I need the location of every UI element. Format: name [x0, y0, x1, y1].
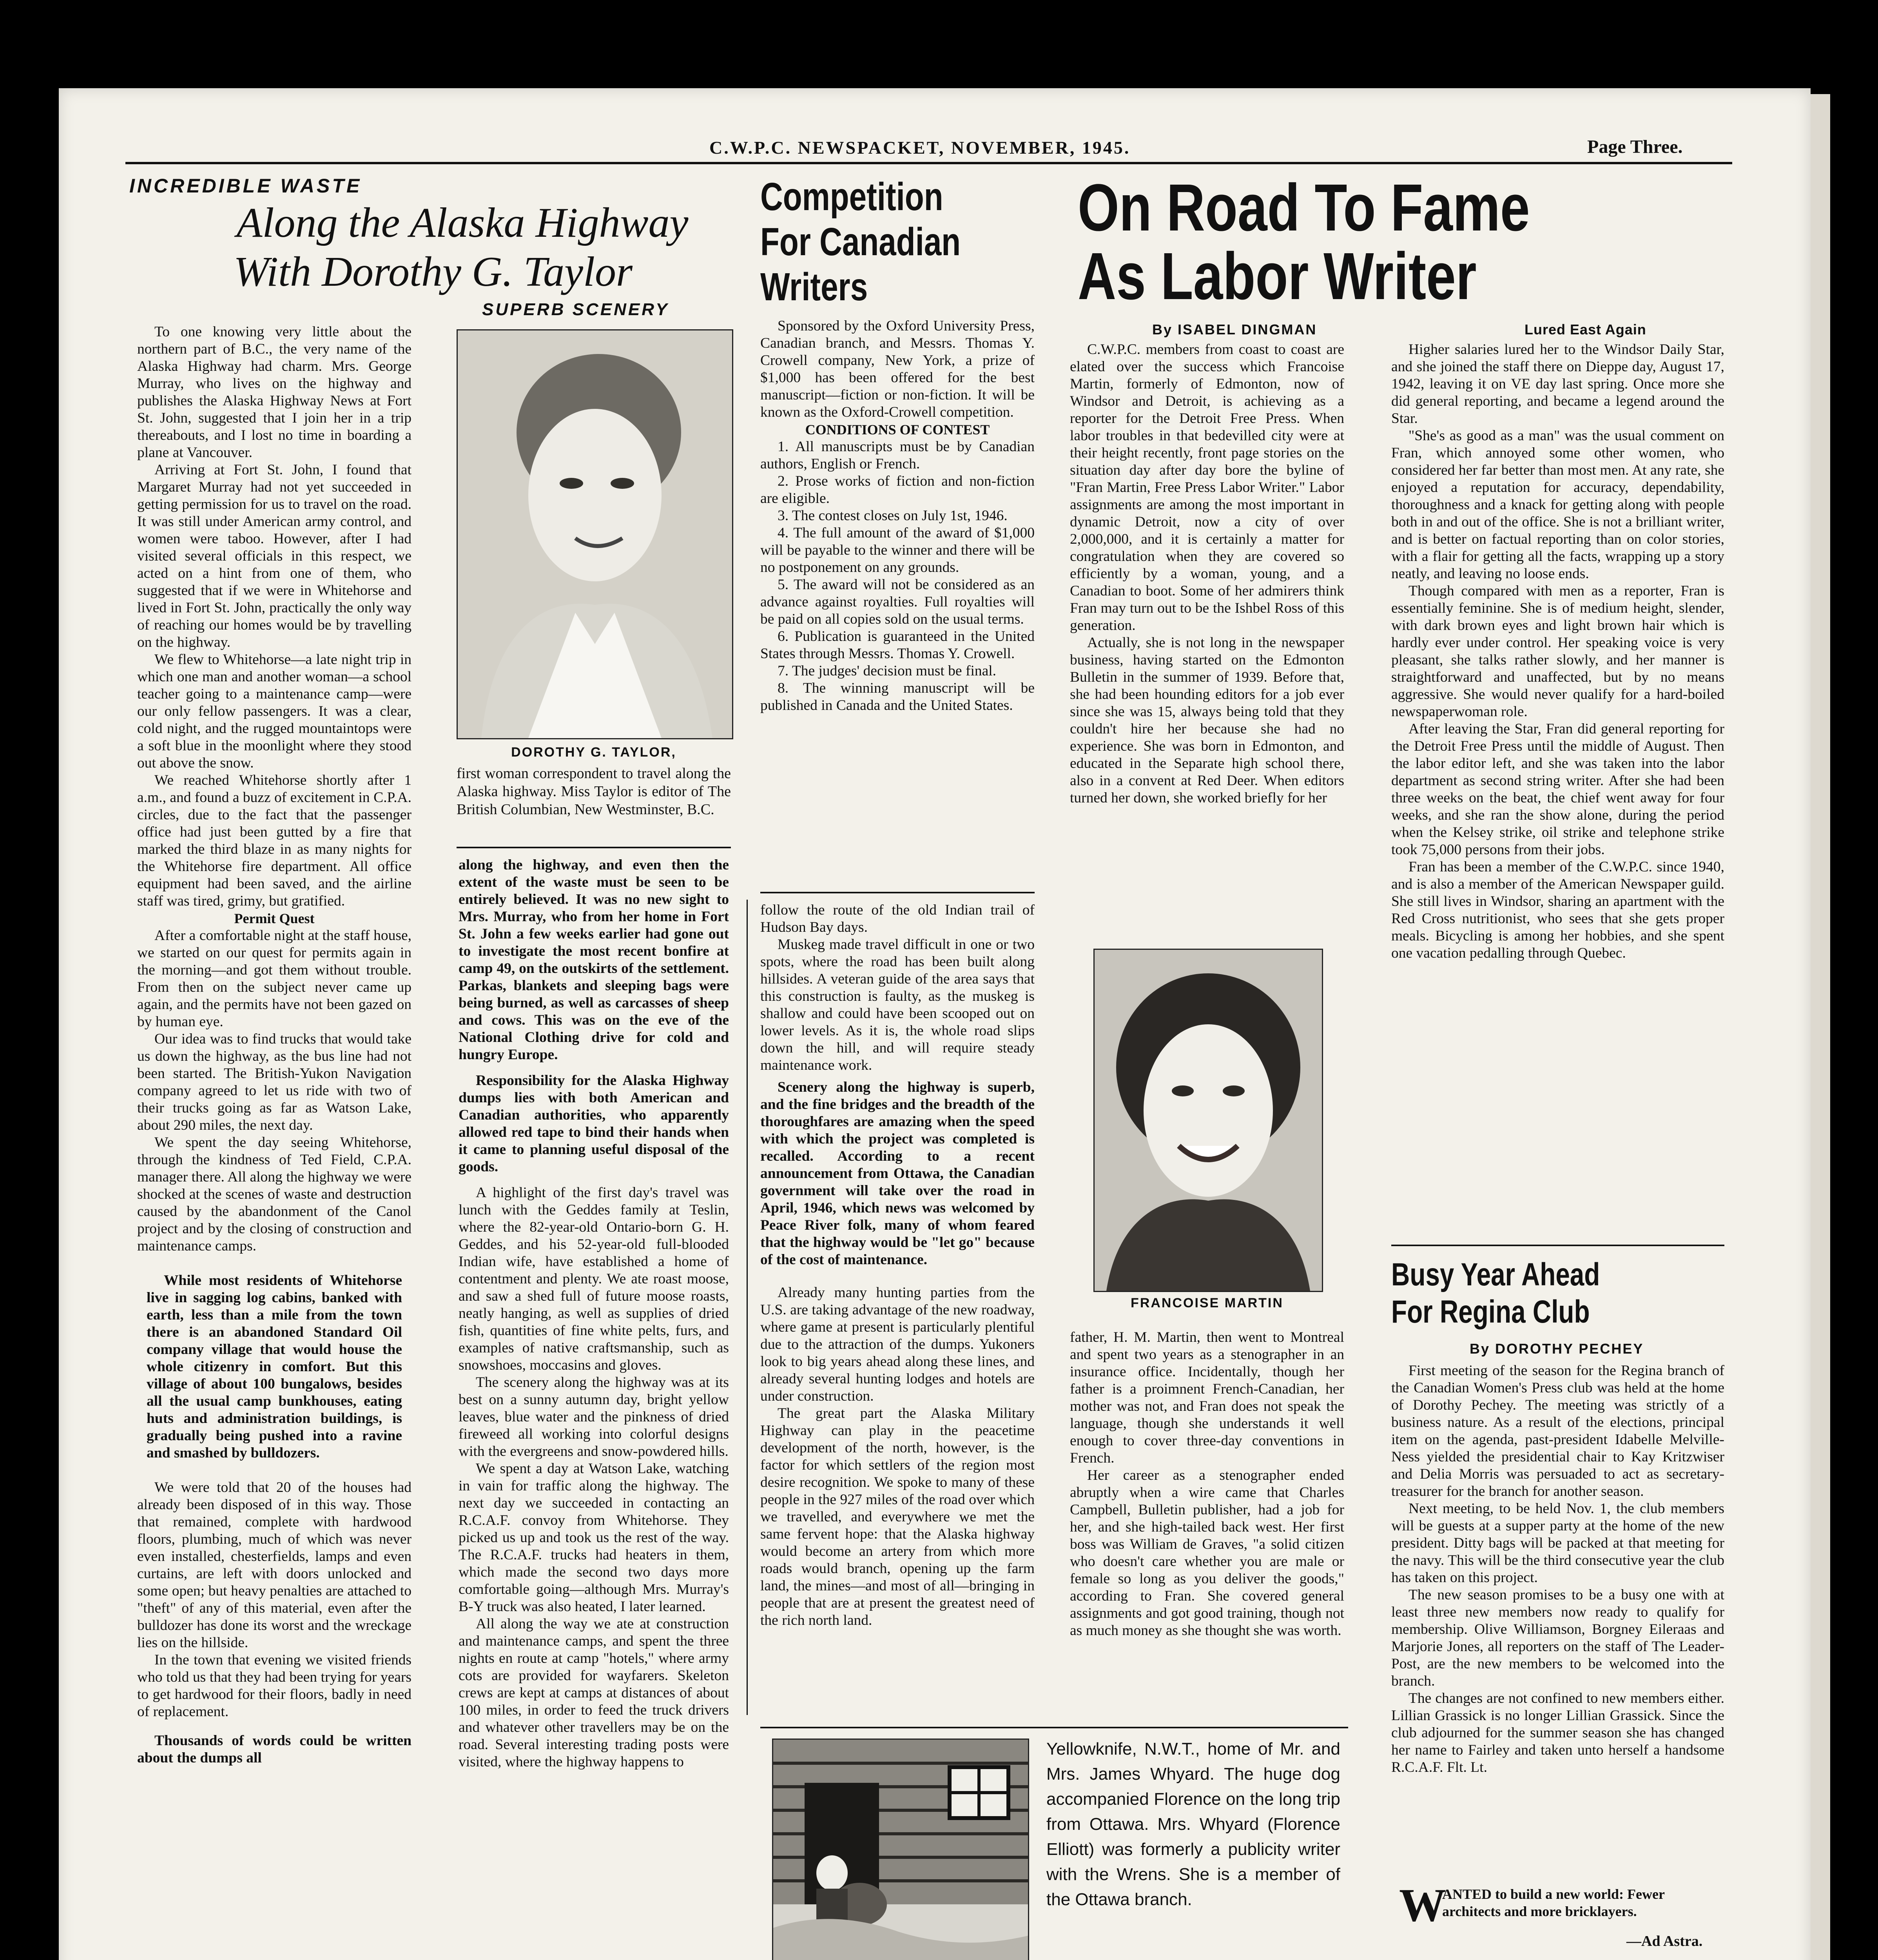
alaska-column-2	[459, 857, 729, 1960]
yellowknife-caption: Yellowknife, N.W.T., home of Mr. and Mrs. James Whyard. The huge dog accompanied Florence on the long trip from Ottawa. Mrs. Whyard (Florence Elliott) was formerly a publicity writer with the Wrens. She is a member of the Ottawa branch.	[1046, 1739, 1340, 1909]
subhead-permit-quest: Permit Quest	[234, 911, 315, 926]
photo-francoise-martin	[1093, 949, 1323, 1292]
alaska-column-1	[137, 323, 411, 1960]
paragraph: Her career as a stenographer ended abruptly when a wire came that Charles Campbell, Bulletin publisher, had a job for her, and she high-tailed back west. Her first boss was William de Graves, "a solid citizen who doesn't care whether you are male or female so long as you deliver the goods," according to Fran. She covered general assignments and got good training, though not as much money as she thought she was worth.	[1070, 1467, 1344, 1639]
competition-headline-line2: For Canadian	[760, 220, 961, 264]
subhead-conditions: CONDITIONS OF CONTEST	[805, 422, 990, 437]
paragraph: Higher salaries lured her to the Windsor Daily Star, and she joined the staff there on Dieppe day, August 17, 1942, leaving it on VE day last spring. Once more she did general reporting, and became a legend around the Star.	[1391, 341, 1724, 426]
paragraph: All along the way we ate at construction and maintenance camps, and spent the three nights en route at camp "hotels," where army cots are provided for wayfarers. Skeleton crews are kept at camps at distances of about 100 miles, in order to feed the truck drivers and whatever other travellers may be on the road. Several interesting trading posts were visited, where the highway happens to	[459, 1616, 729, 1770]
paragraph: The scenery along the highway was at its best on a sunny autumn day, bright yellow leaves, blue water and the pinkness of dried fireweed all working into colorful designs with the evergreens and snow-powdered hills.	[459, 1374, 729, 1459]
bold-paragraph: Scenery along the highway is superb, and the fine bridges and the breadth of the thoroughfares are amazing when the speed with which the project was completed is recalled. According to a recent announcement from Ottawa, the Canadian government will take over the road in April, 1946, which news was welcomed by Peace River folk, many of whom feared that the highway would be "let go" because of the cost of maintenance.	[760, 1079, 1035, 1268]
paragraph: We reached Whitehorse shortly after 1 a.m., and found a buzz of excitement in C.P.A. circles, due to the fact that the passenger office had just been gutted by a fire that marked the third blaze in as many nights for the Whitehorse fire department. All office equipment had been saved, and the airline staff was tired, grimy, but gratified.	[137, 772, 411, 909]
sub-superb-scenery: SUPERB SCENERY	[482, 300, 669, 319]
rule-item: 3. The contest closes on July 1st, 1946.	[778, 508, 1008, 524]
paragraph: "She's as good as a man" was the usual comment on Fran, which annoyed some other women, who considered her far better than most men. At any rate, she enjoyed a reputation for accuracy, dependability, thoroughness and a knack for getting along with people both in and out of the office. She is not a brilliant writer, and is better on factual reporting than on color stories, with a flair for getting all the facts, wrapping up a story neatly, and leaving no loose ends.	[1391, 428, 1724, 582]
paragraph: Fran has been a member of the C.W.P.C. since 1940, and is also a member of the American Newspaper guild. She still lives in Windsor, sharing an apartment with the Red Cross nutritionist, who sees that she gets proper meals. Bicycling is among her hobbies, and she spent one vacation pedalling through Quebec.	[1391, 859, 1724, 961]
paragraph: The changes are not confined to new members either. Lillian Grassick is no longer Lillian Grassick. Since the club adjourned for the summer season she has changed her name to Fairley and taken unto herself a handsome R.C.A.F. Flt. Lt.	[1391, 1690, 1724, 1775]
paragraph: A highlight of the first day's travel was lunch with the Geddes family at Teslin, where the 82-year-old Ontario-born G. H. Geddes, and his 52-year-old full-blooded Indian wife, have established a home of contentment and plenty. We ate roast moose, and saw a shed full of future moose roasts, neatly hanging, as well as supplies of dried fish, quantities of fine white pelts, furs, and examples of native craftsmanship, such as snowshoes, moccasins and gloves.	[459, 1185, 729, 1373]
rule-item: 1. All manuscripts must be by Canadian authors, English or French.	[760, 439, 1035, 472]
newspaper-page	[59, 88, 1811, 1960]
paragraph: Though compared with men as a reporter, Fran is essentially feminine. She is of medium height, slender, with dark brown eyes and light brown hair which is hardly ever under control. Her speaking voice is very pleasant, she talks rather slowly, and her manner is straightforward and unaffected, but by no means aggressive. She would never qualify for a hard-boiled newspaperwoman role.	[1391, 583, 1724, 720]
column-rule-vertical	[747, 900, 748, 1715]
regina-top-rule	[1391, 1245, 1724, 1246]
paragraph: Already many hunting parties from the U.S. are taking advantage of the new roadway, where game at present is particularly plentiful due to the attraction of the dumps. Yukoners look to big years ahead along these lines, and already several hunting lodges and hotels are under construction.	[760, 1285, 1035, 1404]
paragraph: Actually, she is not long in the newspaper business, having started on the Edmonton Bulletin in the summer of 1939. Before that, she had been hounding editors for a job ever since she was 15, always being told that they couldn't hire her because she had no experience. She was born in Edmonton, and educated in the Separate high school there, also in a convent at Red Deer. When editors turned her down, she worked briefly for her	[1070, 635, 1344, 806]
photo-dorothy-taylor	[457, 329, 733, 739]
paragraph: After a comfortable night at the staff house, we started on our quest for permits again in the morning—and got them without trouble. From then on the subject never came up again, and the permits have not been gazed on by human eye.	[137, 927, 411, 1030]
paragraph: Arriving at Fort St. John, I found that Margaret Murray had not yet succeeded in getting permission for us to travel on the road. It was still under American army control, and women were taboo. However, after I had visited several officials in this respect, we acted on a hint from one of them, who suggested that if we were in Whitehorse and lived in Fort St. John, practically the only way of reaching our homes would be by travelling on the highway.	[137, 462, 411, 650]
rule-item: 8. The winning manuscript will be published in Canada and the United States.	[760, 680, 1035, 713]
caption-dorothy-taylor: DOROTHY G. TAYLOR,	[511, 745, 676, 760]
paragraph: To one knowing very little about the northern part of B.C., the very name of the Alaska Highway had charm. Mrs. George Murray, who lives on the highway and publishes the Alaska Highway News at Fort St. John, suggested that I join her in a trip thereabouts, and I lost no time in boarding a plane at Vancouver.	[137, 324, 411, 461]
bold-paragraph: Responsibility for the Alaska Highway dumps lies with both American and Canadian authorities, who apparently allowed red tape to bind their hands when it came to planning useful disposal of the goods.	[459, 1073, 729, 1175]
paragraph: We were told that 20 of the houses had already been disposed of in this way. Those that remained, complete with hardwood floors, plumbing, much of which was never even installed, chesterfields, lamps and even curtains, are left with doors unlocked and some open; but heavy penalties are attached to "theft" of any of this material, even after the bulldozer has done its worst and the wreckage lies on the hillside.	[137, 1479, 411, 1651]
caption-francoise-martin: FRANCOISE MARTIN	[1131, 1296, 1283, 1310]
yellowknife-box-top	[760, 1727, 1348, 1728]
regina-headline-line2: For Regina Club	[1391, 1294, 1590, 1330]
paragraph: After leaving the Star, Fran did general reporting for the Detroit Free Press until the middle of August. Then the labor editor left, and she was taken into the labor department as second string writer. After she had been three weeks on the beat, the chief went away for four weeks, and she ran the show alone, during the period when the Kelsey strike, oil strike and telephone strike took 75,000 persons from their jobs.	[1391, 721, 1724, 858]
paragraph: Our idea was to find trucks that would take us down the highway, as the bus line had not been started. The British-Yukon Navigation company agreed to let us ride with two of their trucks going as far as Watson Lake, about 290 miles, the next day.	[137, 1031, 411, 1133]
photo-rule	[457, 847, 731, 848]
competition-headline-line1: Competition	[760, 175, 943, 219]
regina-body	[1391, 1362, 1724, 1887]
filler-text: ANTED to build a new world: Fewer architects and more bricklayers.	[1442, 1886, 1665, 1919]
header-rule	[125, 162, 1732, 164]
fame-headline-line1: On Road To Fame	[1078, 171, 1530, 245]
alaska-headline-line2: With Dorothy G. Taylor	[233, 249, 633, 295]
filler-source: —Ad Astra.	[1626, 1933, 1703, 1949]
paragraph: C.W.P.C. members from coast to coast are elated over the success which Francoise Martin, formerly of Edmonton, now of Windsor and Detroit, is achieving as a reporter for the Detroit Free Press. When labor troubles in that bedevilled city were at their height recently, front page stories on the situation day after day bore the byline of "Fran Martin, Free Press Labor Writer." Labor assignments are among the most important in dynamic Detroit, now a city of over 2,000,000, and it is certainly a matter for congratulation when they are covered so efficiently by a woman, young, and a Canadian to boot. Some of her admirers think Fran may turn out to be the Ishbel Ross of this generation.	[1070, 341, 1344, 633]
paragraph: follow the route of the old Indian trail of Hudson Bay days.	[760, 902, 1035, 935]
rule-item: 4. The full amount of the award of $1,000 will be payable to the winner and there will be no postponement on any grounds.	[760, 525, 1035, 575]
fame-column-2	[1391, 341, 1724, 1237]
paragraph: We spent a day at Watson Lake, watching in vain for traffic along the highway. The next day we succeeded in contacting an R.C.A.F. convoy from Whitehorse. They picked us up and took us the rest of the way. The R.C.A.F. trucks had heaters in them, which made the second two days more comfortable going—although Mrs. Murray's B-Y truck was also heated, I later learned.	[459, 1461, 729, 1615]
paragraph: First meeting of the season for the Regina branch of the Canadian Women's Press club was held at the home of Dorothy Pechey. The meeting was strictly of a business nature. As a result of the elections, principal item on the agenda, past-president Idabelle Melville-Ness yielded the presidential chair to Kay Kritzwiser and Delia Morris was persuaded to act as secretary-treasurer for the branch for another season.	[1391, 1363, 1724, 1499]
photo-yellowknife-cabin	[772, 1739, 1029, 1960]
paragraph: In the town that evening we visited friends who told us that they had been trying for years to get hardwood for their floors, badly in need of replacement.	[137, 1652, 411, 1720]
paragraph: The new season promises to be a busy one with at least three new members now ready to qualify for membership. Olive Williamson, Borgney Eileraas and Marjorie Jones, all reporters on the staff of The Leader-Post, are the new members to be welcomed into the branch.	[1391, 1587, 1724, 1689]
byline-isabel-dingman: By ISABEL DINGMAN	[1152, 321, 1317, 338]
rule-item: 7. The judges' decision must be final.	[778, 663, 997, 679]
paragraph: Sponsored by the Oxford University Press, Canadian branch, and Messrs. Thomas Y. Crowell company, New York, a prize of $1,000 has been offered for the best manuscript—fiction or non-fiction. It will be known as the Oxford-Crowell competition.	[760, 318, 1035, 420]
bold-paragraph: Thousands of words could be written about the dumps all	[137, 1733, 411, 1766]
bold-paragraph: along the highway, and even then the extent of the waste must be seen to be entirely believed. It was no new sight to Mrs. Murray, who from her home in Fort St. John a few weeks earlier had gone out to investigate the most recent bonfire at camp 49, on the outskirts of the settlement. Parkas, blankets and sleeping bags were being burned, as well as carcasses of sheep and cows. This was on the eve of the National Clothing drive for cold and hungry Europe.	[459, 857, 729, 1063]
fame-column-1	[1070, 341, 1344, 941]
paragraph: We spent the day seeing Whitehorse, through the kindness of Ted Field, C.P.A. manager there. All along the highway we were shocked at the scenes of waste and destruction caused by the abandonment of the Canol project and by the closing of construction and maintenance camps.	[137, 1134, 411, 1254]
regina-headline-line1: Busy Year Ahead	[1391, 1257, 1600, 1292]
kicker-incredible-waste: INCREDIBLE WASTE	[129, 175, 362, 197]
byline-dorothy-pechey: By DOROTHY PECHEY	[1470, 1341, 1644, 1357]
subhead-lured-east: Lured East Again	[1525, 321, 1646, 338]
competition-body	[760, 318, 1035, 886]
running-head: C.W.P.C. NEWSPACKET, NOVEMBER, 1945.	[709, 138, 1131, 158]
fame-column-1b	[1070, 1329, 1344, 1721]
rule-item: 5. The award will not be considered as an advance against royalties. Full royalties will be paid on all copies sold on the usual terms.	[760, 577, 1035, 627]
bold-paragraph: While most residents of Whitehorse live in sagging log cabins, banked with earth, less than a mile from the town there is an abandoned Standard Oil company village that would house the whole citizenry in comfort. But this village of about 100 bungalows, besides all the usual camp bunkhouses, eating huts and administration buildings, is gradually being pushed into a ravine and smashed by bulldozers.	[147, 1272, 402, 1461]
page-number: Page Three.	[1587, 136, 1683, 157]
competition-headline-line3: Writers	[760, 265, 868, 309]
caption-dorothy-taylor-desc: first woman correspondent to travel along the Alaska highway. Miss Taylor is editor of The British Columbian, New Westminster, B.C.	[457, 765, 731, 818]
alaska-headline-line1: Along the Alaska Highway	[236, 200, 689, 246]
fame-headline-line2: As Labor Writer	[1078, 239, 1477, 314]
paragraph: We flew to Whitehorse—a late night trip in which one man and another woman—a school teacher going to a maintenance camp—were our only fellow passengers. It was a clear, cold night, and the rugged mountaintops were a soft blue in the moonlight where they stood out above the snow.	[137, 652, 411, 771]
filler-dropcap: W	[1399, 1879, 1446, 1931]
paragraph: Muskeg made travel difficult in one or two spots, where the road has been built along hillsides. A veteran guide of the area says that this construction is faulty, as the muskeg is shallow and could have been scooped out on lower levels. As it is, the whole road slips down the hill, and will require steady maintenance work.	[760, 936, 1035, 1073]
rule-item: 2. Prose works of fiction and non-fiction are eligible.	[760, 473, 1035, 506]
alaska-column-3	[760, 902, 1035, 1719]
rule-item: 6. Publication is guaranteed in the United States through Messrs. Thomas Y. Crowell.	[760, 628, 1035, 662]
paragraph: Next meeting, to be held Nov. 1, the club members will be guests at a supper party at the home of the new president. Ditty bags will be packed at that meeting for the navy. This will be the third consecutive year the club has taken on this project.	[1391, 1501, 1724, 1586]
paragraph: father, H. M. Martin, then went to Montreal and spent two years as a stenographer in an insurance office. Incidentally, though her father is a proimnent French-Canadian, her mother was not, and Fran does not speak the language, though she understands it well enough to cover three-day conventions in French.	[1070, 1329, 1344, 1466]
competition-end-rule	[760, 892, 1035, 893]
paragraph: The great part the Alaska Military Highway can play in the peacetime development of the north, however, is the factor for which settlers of the region most desire recognition. We spoke to many of these people in the 927 miles of the road over which we travelled, and everywhere we met the same fervent hope: that the Alaska highway would become an artery from which more roads would branch, opening up the farm land, the mines—and most of all—bringing in people that are at present the greatest need of the rich north land.	[760, 1405, 1035, 1628]
